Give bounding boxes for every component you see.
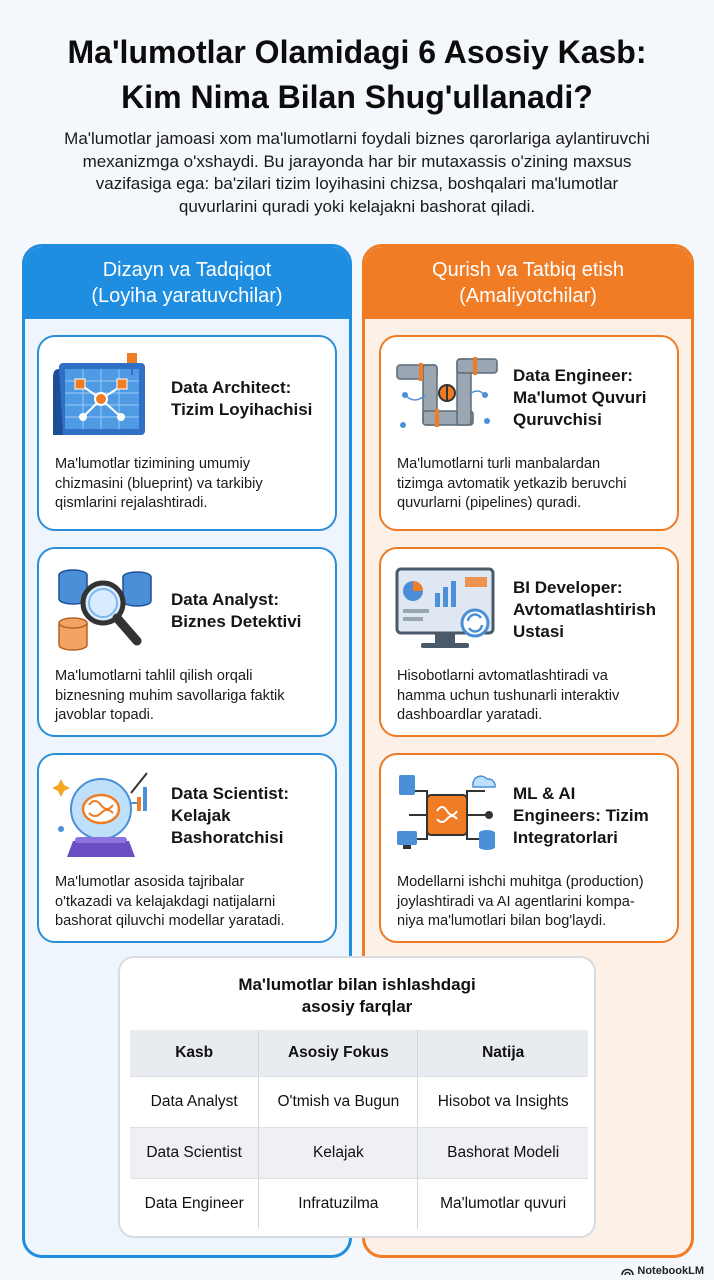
table-cell: O'tmish va Bugun <box>259 1076 418 1127</box>
table-cell: Data Scientist <box>130 1127 259 1178</box>
notebooklm-logo-icon <box>621 1266 634 1276</box>
card-data-analyst <box>37 547 337 737</box>
card-title: Data Analyst: Biznes Detektivi <box>171 590 302 631</box>
card-data-scientist <box>37 753 337 943</box>
differences-panel <box>118 956 596 1238</box>
column-heading: Qurish va Tatbiq etish (Amaliyotchilar) <box>365 247 691 319</box>
card-title: Data Architect: Tizim Loyihachisi <box>171 378 313 419</box>
card-data-engineer <box>379 335 679 531</box>
card-description: Ma'lumotlar tizimining umumiy chizmasini (blueprint) va tarkibiy qismlarini rejalashtiradi. <box>55 456 263 511</box>
notebooklm-brand: NotebookLM <box>621 1265 704 1277</box>
database-magnifier-icon <box>53 563 157 655</box>
chip-network-icon <box>395 769 499 861</box>
column-header: Natija <box>418 1030 588 1076</box>
card-title: ML & AI Engineers: Tizim Integratorlari <box>513 784 649 847</box>
intro-text: Ma'lumotlar jamoasi xom ma'lumotlarni foydali biznes qarorlariga aylantiruvchi mexanizmga o'xshaydi. Bu jarayonda har bir mutaxassis o'zining maxsus vazifasiga ega: ba'zilari tizim loyihasini chizsa, boshqalari ma'lumotlar quvurlarini quradi yoki kelajakni bashorat qiladi. <box>64 129 650 216</box>
card-description: Hisobotlarni avtomatlashtiradi va hamma uchun tushunarli interaktiv dashboardlar yaratadi. <box>397 668 620 723</box>
table-row <box>130 1076 588 1127</box>
column-header: Kasb <box>130 1030 259 1076</box>
table-cell: Ma'lumotlar quvuri <box>418 1178 588 1229</box>
differences-table <box>130 1030 588 1229</box>
card-ml-ai-engineers <box>379 753 679 943</box>
table-cell: Data Analyst <box>130 1076 259 1127</box>
differences-title: Ma'lumotlar bilan ishlashdagi asosiy farqlar <box>238 975 476 1016</box>
table-cell: Hisobot va Insights <box>418 1076 588 1127</box>
card-bi-developer <box>379 547 679 737</box>
table-cell: Kelajak <box>259 1127 418 1178</box>
page-title: Ma'lumotlar Olamidagi 6 Asosiy Kasb: Kim Nima Bilan Shug'ullanadi? <box>67 34 647 115</box>
card-data-architect <box>37 335 337 531</box>
card-description: Ma'lumotlar asosida tajribalar o'tkazadi va kelajakdagi natijalarni bashorat qiluvchi modellar yaratadi. <box>55 874 285 929</box>
table-row <box>130 1178 588 1229</box>
crystal-ball-brain-icon <box>53 769 157 861</box>
table-cell: Infratuzilma <box>259 1178 418 1229</box>
card-title: BI Developer: Avtomatlashtirish Ustasi <box>513 578 656 641</box>
card-description: Ma'lumotlarni turli manbalardan tizimga avtomatik yetkazib beruvchi quvurlarni (pipelines) quradi. <box>397 456 627 511</box>
card-title: Data Scientist: Kelajak Bashoratchisi <box>171 784 290 847</box>
card-title: Data Engineer: Ma'lumot Quvuri Quruvchisi <box>513 366 647 429</box>
card-description: Ma'lumotlarni tahlil qilish orqali biznesning muhim savollariga faktik javoblar topadi. <box>55 668 285 723</box>
pipes-icon <box>395 351 499 443</box>
table-row <box>130 1127 588 1178</box>
blueprint-icon <box>53 351 157 443</box>
table-cell: Data Engineer <box>130 1178 259 1229</box>
card-description: Modellarni ishchi muhitga (production) joylashtiradi va AI agentlarini kompa- niya ma'lumotlari bilan bog'laydi. <box>397 874 644 929</box>
column-header: Asosiy Fokus <box>259 1030 418 1076</box>
table-cell: Bashorat Modeli <box>418 1127 588 1178</box>
column-heading: Dizayn va Tadqiqot (Loyiha yaratuvchilar) <box>25 247 349 319</box>
dashboard-monitor-icon <box>395 563 499 655</box>
table-header-row <box>130 1030 588 1076</box>
